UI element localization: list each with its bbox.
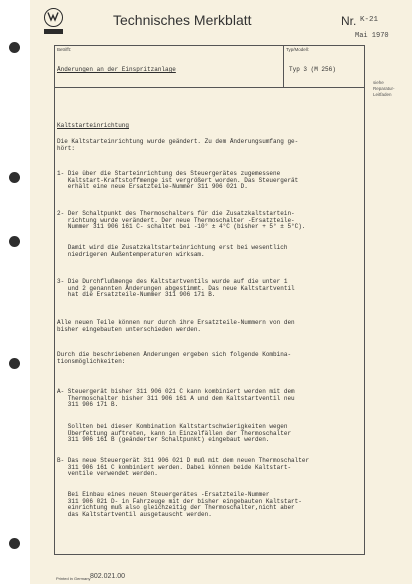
list-item-2-note: Damit wird die Zusatzkaltstarteinrichtung erst bei wesentlich niedrigeren Außentemperaturen wirksam.: [67, 244, 288, 258]
combination-b: B- Das neue Steuergerät 311 906 021 D muß mit dem neuen Thermoschalter 311 906 161 C kombiniert werden. Dabei können beide Kaltstart- ventile verwendet werden.: [57, 457, 310, 478]
logo-band: [44, 29, 63, 34]
side-note: [373, 80, 395, 98]
punch-hole: [9, 358, 20, 369]
printed-note: Printed in Germany: [56, 576, 91, 581]
document-date: Mai 1970: [355, 32, 389, 40]
side-note-line: Leitfaden: [373, 92, 392, 97]
section-heading: Kaltstarteinrichtung: [57, 122, 130, 129]
combination-a: A- Steuergerät bisher 311 906 021 C kann kombiniert werden mit dem Thermoschalter bisher 311 906 161 A und dem Kaltstartventil neu 311 906 171 B.: [57, 388, 295, 409]
combination-b-note: Bei Einbau eines neuen Steuergerätes -Ersatzteile-Nummer 311 906 021 D- in Fahrzeuge mit der bisher eingebauten Kaltstart- einrichtung muß also gleichzeitig der Thermoschalter,nicht aber das Kaltstartventil ausgetauscht werden.: [67, 491, 302, 518]
punch-hole: [9, 236, 20, 247]
punch-hole: [9, 172, 20, 183]
list-item-3: 3- Die Durchflußmenge des Kaltstartventils wurde auf die unter 1 und 2 genannten Änderungen abgestimmt. Das neue Kaltstartventil hat die Ersatzteile-Nummer 311 906 171 B.: [57, 278, 295, 299]
intro-paragraph: Die Kaltstarteinrichtung wurde geändert. Zu dem Änderungsumfang ge- hört:: [57, 138, 299, 152]
vw-logo-icon: [44, 8, 63, 27]
number-value: K-21: [360, 16, 379, 24]
side-note-line: siehe: [373, 80, 384, 85]
document-code: 802.021.00: [90, 573, 126, 580]
side-note-line: Reparatur-: [373, 86, 395, 91]
betrifft-label: Betrifft:: [57, 47, 72, 52]
header-divider: [54, 87, 365, 88]
list-item-2: 2- Der Schaltpunkt des Thermoschalters für die Zusatzkaltstartein- richtung wurde verändert. Der neue Thermoschalter -Ersatzteile- Nummer 311 906 161 C- schaltet bei -10° ± 4°C (bisher + 5° ± 5°C).: [57, 210, 306, 231]
list-item-1: 1- Die über die Starteinrichtung des Steuergerätes zugemessene Kaltstart-Kraftstoffmenge ist vergrößert worden. Das Steuergerät erhält eine neue Ersatzteile-Nummer 311 906 021 D.: [57, 170, 299, 191]
document-title: Technisches Merkblatt: [113, 12, 252, 28]
typ-label: Typ/Modell:: [286, 47, 310, 52]
punch-hole: [9, 538, 20, 549]
combinations-paragraph: Durch die beschriebenen Änderungen ergeben sich folgende Kombina- tionsmöglichkeiten:: [57, 351, 292, 365]
punch-hole: [9, 42, 20, 53]
number-label: Nr.: [341, 14, 357, 28]
field-divider: [283, 45, 284, 87]
parts-paragraph: Alle neuen Teile können nur durch ihre Ersatzteile-Nummern von den bisher eingebauten unterschieden werden.: [57, 319, 295, 333]
betrifft-value: Änderungen an der Einspritzanlage: [57, 66, 176, 73]
typ-value: Typ 3 (M 256): [289, 66, 336, 73]
combination-a-note: Sollten bei dieser Kombination Kaltstartschwierigkeiten wegen Überfettung auftreten, kann in Einzelfällen der Thermoschalter 311 906 161 B (geänderter Schaltpunkt) eingebaut werden.: [67, 423, 292, 444]
